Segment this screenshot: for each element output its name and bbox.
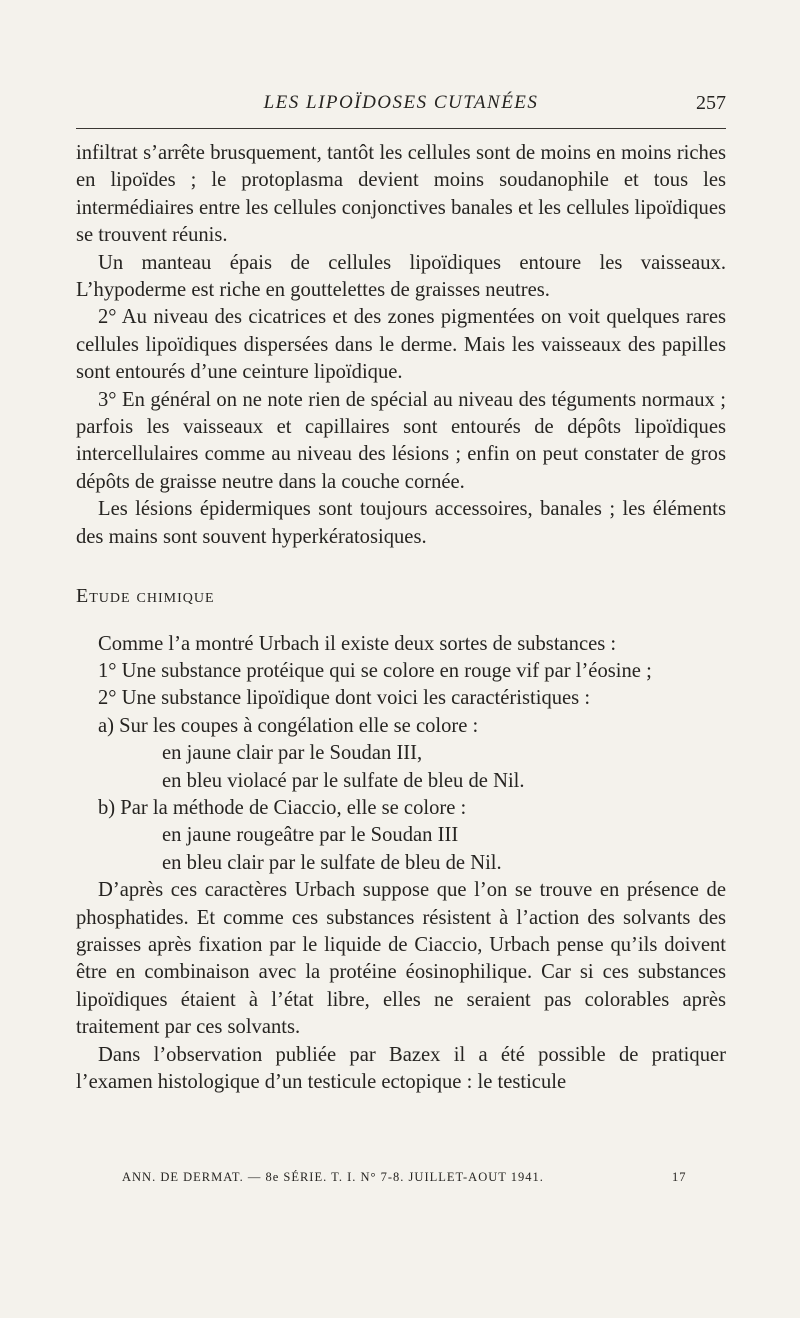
list-item: a) Sur les coupes à congélation elle se colore : bbox=[98, 714, 479, 737]
paragraph: Dans l’observation publiée par Bazex il a été possible de pratiquer l’examen histologique d’un testicule ectopique : le testicule bbox=[76, 1043, 726, 1093]
paragraph: D’après ces caractères Urbach suppose que l’on se trouve en présence de phosphatides. Et comme ces substances résistent à l’action des solvants des graisses après fixation par le liquide de Ciaccio, Urbach pense qu’ils doivent être en combinaison avec la protéine éosinophilique. Car si ces substances lipoïdiques étaient à l’état libre, elles ne seraient pas colorables après traitement par ces solvants. bbox=[76, 879, 726, 1039]
list-item: en bleu clair par le sulfate de bleu de Nil. bbox=[162, 851, 502, 874]
paragraph: Un manteau épais de cellules lipoïdiques entoure les vaisseaux. L’hypoderme est riche en gouttelettes de graisses neutres. bbox=[76, 251, 726, 302]
section-title: Etude chimique bbox=[76, 585, 215, 608]
list-item: en bleu violacé par le sulfate de bleu de Nil. bbox=[162, 769, 525, 792]
journal-reference: ANN. DE DERMAT. — 8e SÉRIE. T. I. N° 7-8. JUILLET-AOUT 1941. bbox=[122, 1170, 544, 1184]
page-number: 257 bbox=[696, 92, 726, 114]
list-item: en jaune rougeâtre par le Soudan III bbox=[162, 824, 459, 847]
paragraph: infiltrat s’arrête brusquement, tantôt les cellules sont de moins en moins riches en lipoïdes ; le protoplasma devient moins soudanophile et tous les intermédiaires entre les cellules conjonctives banales et les cellules lipoïdiques se trouvent réunis. bbox=[76, 142, 726, 247]
list-item: b) Par la méthode de Ciaccio, elle se colore : bbox=[98, 796, 467, 819]
list-item: 2° Une substance lipoïdique dont voici les caractéristiques : bbox=[98, 687, 591, 710]
list-item: 1° Une substance protéique qui se colore en rouge vif par l’éosine ; bbox=[98, 659, 652, 682]
paragraph: Les lésions épidermiques sont toujours accessoires, banales ; les éléments des mains sont souvent hyperkératosiques. bbox=[76, 498, 726, 548]
paragraph: 3° En général on ne note rien de spécial au niveau des téguments normaux ; parfois les vaisseaux et capillaires sont entourés de dépôts lipoïdiques intercellulaires comme au niveau des lésions ; enfin on peut constater de gros dépôts de graisse neutre dans la couche cornée. bbox=[76, 388, 726, 493]
header-rule bbox=[76, 128, 726, 129]
paragraph: Comme l’a montré Urbach il existe deux sortes de substances : bbox=[98, 632, 617, 655]
page-header bbox=[76, 92, 726, 122]
running-title: LES LIPOÏDOSES CUTANÉES bbox=[263, 92, 539, 113]
list-item: en jaune clair par le Soudan III, bbox=[162, 742, 423, 765]
body-text bbox=[76, 140, 726, 1096]
paragraph: 2° Au niveau des cicatrices et des zones pigmentées on voit quelques rares cellules lipoïdiques dispersées dans le derme. Mais les vaisseaux des papilles sont entourés d’une ceinture lipoïdique. bbox=[76, 306, 726, 384]
signature-mark: 17 bbox=[672, 1170, 687, 1184]
